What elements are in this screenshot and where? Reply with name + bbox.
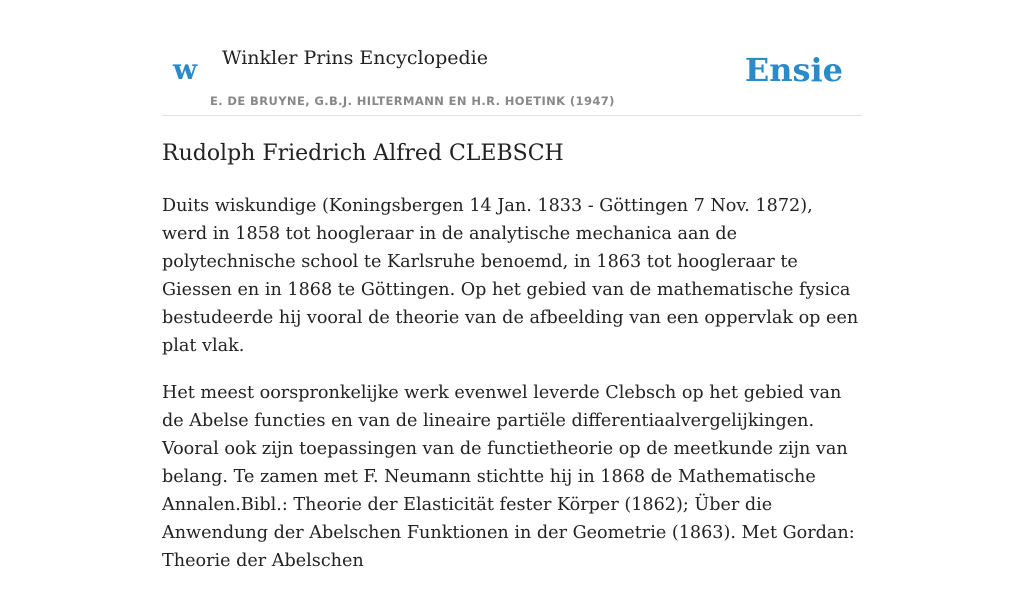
header-divider [162,115,862,116]
ensie-logo[interactable]: Ensie [744,51,843,89]
article-paragraph: Het meest oorspronkelijke werk evenwel leverde Clebsch op het gebied van de Abelse functies en van de lineaire partiële differentiaalvergelijkingen. Vooral ook zijn toepassingen van de functietheorie op de meetkunde zijn van belang. Te zamen met F. Neumann stichtte hij in 1868 de Mathematische Annalen.Bibl.: Theorie der Elasticität fester Körper (1862); Über die Anwendung der Abelschen Funktionen in der Geometrie (1863). Met Gordan: Theorie der Abelschen [162,383,855,571]
article-title: Rudolph Friedrich Alfred CLEBSCH [162,141,564,166]
encyclopedia-title[interactable]: Winkler Prins Encyclopedie [222,47,488,69]
article-body [162,192,862,594]
encyclopedia-authors: E. DE BRUYNE, G.B.J. HILTERMANN EN H.R. HOETINK (1947) [210,94,615,108]
article-paragraph: Duits wiskundige (Koningsbergen 14 Jan. 1833 - Göttingen 7 Nov. 1872), werd in 1858 tot hoogleraar in de analytische mechanica aan de polytechnische school te Karlsruhe benoemd, in 1863 tot hoogleraar te Giessen en in 1868 te Göttingen. Op het gebied van de mathematische fysica bestudeerde hij vooral de theorie van de afbeelding van een oppervlak op een plat vlak. [162,196,859,356]
encyclopedia-logo-icon[interactable]: w [173,53,198,86]
